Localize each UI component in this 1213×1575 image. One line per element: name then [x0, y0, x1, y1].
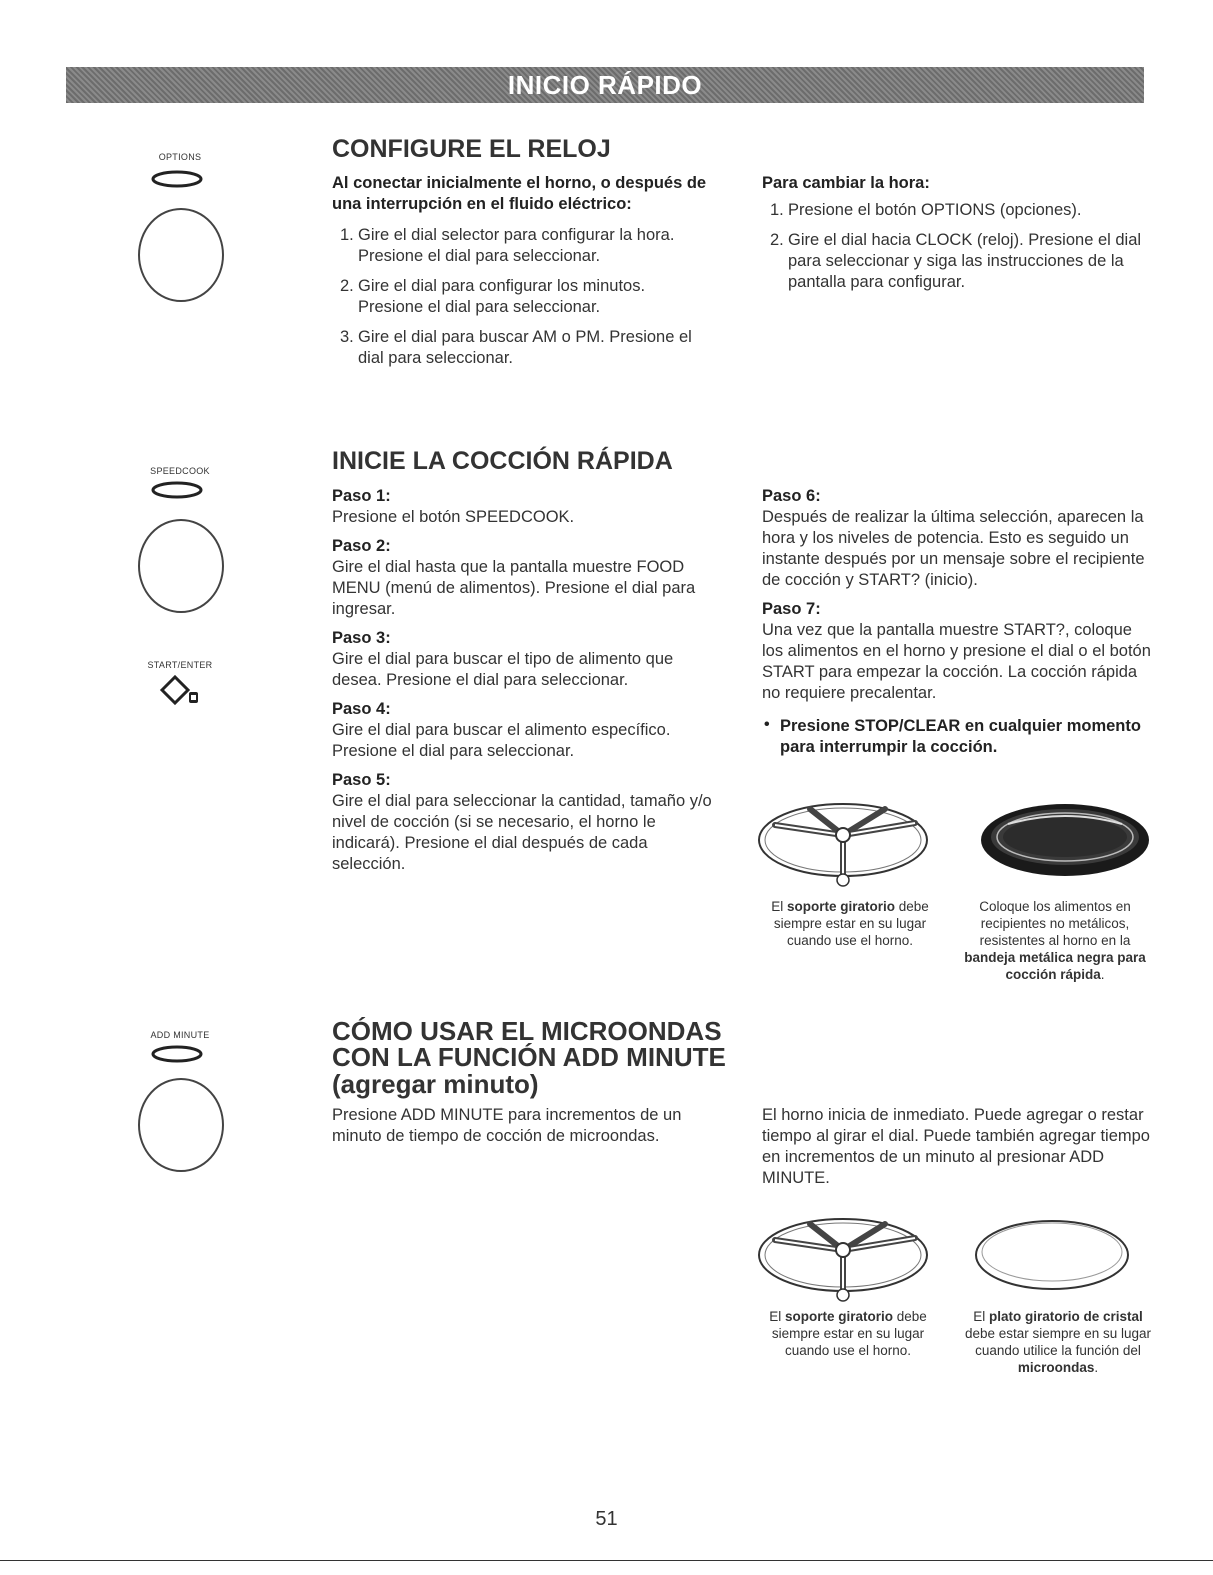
speedcook-tray-illustration [978, 800, 1153, 880]
step-label: Paso 5: [332, 771, 391, 789]
dial-icon [135, 516, 227, 616]
turntable-support-illustration [755, 795, 935, 890]
footer-rule [0, 1560, 1213, 1561]
speedcook-steps-left [332, 486, 717, 875]
turntable-support-illustration [755, 1210, 935, 1305]
options-label: OPTIONS [158, 152, 202, 162]
options-button-icon [149, 168, 205, 190]
add-minute-label: ADD MINUTE [150, 1030, 210, 1040]
step-label: Paso 7: [762, 600, 821, 618]
section-banner [66, 67, 1144, 103]
clock-initial-steps [332, 173, 712, 378]
clock-section-title: CONFIGURE EL RELOJ [332, 135, 611, 163]
speedcook-section-title: INICIE LA COCCIÓN RÁPIDA [332, 447, 673, 475]
add-minute-button-icon [149, 1043, 205, 1065]
start-enter-button-icon [158, 672, 208, 712]
step-text: Gire el dial hasta que la pantalla muestre FOOD MENU (menú de alimentos). Presione el dial para ingresar. [332, 558, 696, 618]
glass-tray-caption: El plato giratorio de cristal debe estar siempre en su lugar cuando utilice la función del microondas. [964, 1309, 1152, 1375]
add-minute-section-title: CÓMO USAR EL MICROONDAS CON LA FUNCIÓN ADD MINUTE (agregar minuto) [332, 1016, 726, 1099]
clock-step: 3. Gire el dial para buscar AM o PM. Presione el dial para seleccionar. [340, 328, 692, 367]
start-enter-label: START/ENTER [147, 660, 213, 670]
add-minute-right-text: El horno inicia de inmediato. Puede agregar o restar tiempo al girar el dial. Puede también agregar tiempo en incrementos de un minuto al presionar ADD MINUTE. [762, 1106, 1150, 1187]
turntable-support-caption: El soporte giratorio debe siempre estar en su lugar cuando use el horno. [769, 1309, 927, 1358]
change-step: 1. Presione el botón OPTIONS (opciones). [770, 201, 1082, 219]
change-time-title: Para cambiar la hora: [762, 174, 930, 192]
clock-lead: Al conectar inicialmente el horno, o después de una interrupción en el fluido eléctrico: [332, 174, 707, 213]
stop-clear-note: • Presione STOP/CLEAR en cualquier momento para interrumpir la cocción. [764, 716, 1141, 756]
clock-change-steps [762, 173, 1152, 302]
step-text: Gire el dial para buscar el tipo de alimento que desea. Presione el dial para seleccionar. [332, 650, 674, 689]
speedcook-tray-caption: Coloque los alimentos en recipientes no metálicos, resistentes al horno en la bandeja metálica negra para cocción rápida. [964, 899, 1146, 982]
step-text: Presione el botón SPEEDCOOK. [332, 508, 575, 526]
step-label: Paso 2: [332, 537, 391, 555]
turntable-support-caption: El soporte giratorio debe siempre estar en su lugar cuando use el horno. [771, 899, 929, 948]
step-text: Gire el dial para seleccionar la cantidad, tamaño y/o nivel de cocción (si se necesario, el horno le indicará). Presione el dial después de cada selección. [332, 792, 712, 873]
step-label: Paso 6: [762, 487, 821, 505]
speedcook-steps-right [762, 486, 1152, 758]
glass-tray-illustration [972, 1215, 1132, 1295]
page-number: 51 [595, 1508, 618, 1530]
change-step: 2. Gire el dial hacia CLOCK (reloj). Presione el dial para seleccionar y siga las instrucciones de la pantalla para configurar. [770, 231, 1142, 291]
banner-title: INICIO RÁPIDO [507, 69, 703, 100]
dial-icon [135, 205, 227, 305]
add-minute-left-text: Presione ADD MINUTE para incrementos de un minuto de tiempo de cocción de microondas. [332, 1106, 682, 1145]
step-label: Paso 1: [332, 487, 391, 505]
clock-step: 2. Gire el dial para configurar los minutos. Presione el dial para seleccionar. [340, 277, 646, 316]
step-text: Gire el dial para buscar el alimento específico. Presione el dial para seleccionar. [332, 721, 671, 760]
clock-step: 1. Gire el dial selector para configurar la hora. Presione el dial para seleccionar. [340, 226, 675, 265]
step-label: Paso 3: [332, 629, 391, 647]
speedcook-label: SPEEDCOOK [150, 466, 210, 476]
step-text: Una vez que la pantalla muestre START?, coloque los alimentos en el horno y presione el dial o el botón START para empezar la cocción. La cocción rápida no requiere precalentar. [762, 621, 1151, 702]
step-text: Después de realizar la última selección, aparecen la hora y los niveles de potencia. Esto es seguido un instante después por un mensaje sobre el recipiente de cocción y START? (inicio). [762, 508, 1145, 589]
dial-icon [135, 1075, 227, 1175]
bullet-icon: • [764, 716, 770, 733]
step-label: Paso 4: [332, 700, 391, 718]
speedcook-button-icon [149, 479, 205, 501]
